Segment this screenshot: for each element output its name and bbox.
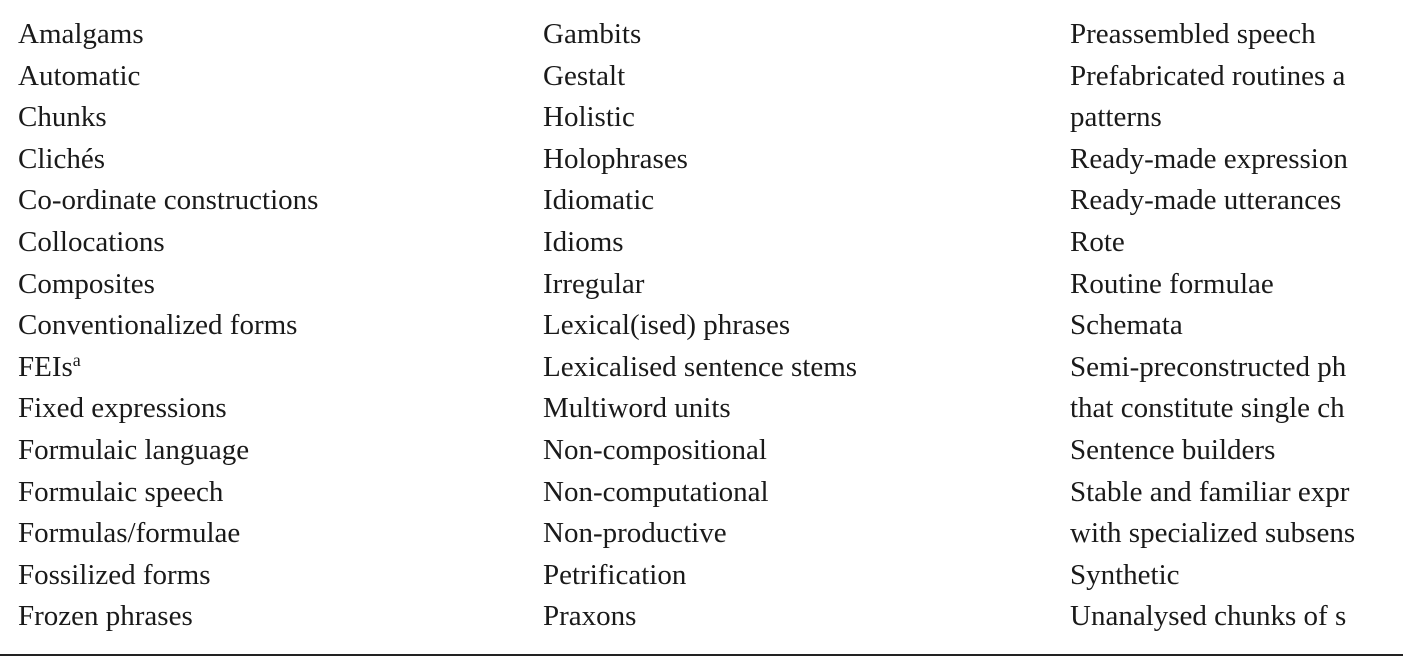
table-cell: Fixed expressions (18, 392, 227, 425)
table-cell: patterns (1070, 101, 1162, 134)
table-cell: Semi-preconstructed ph (1070, 350, 1347, 383)
table-cell: Lexical(ised) phrases (543, 309, 791, 342)
footnote-marker: a (72, 349, 81, 370)
table-cell: Ready-made expression (1070, 142, 1348, 175)
table-cell: Formulas/formulae (18, 517, 241, 550)
table-cell: Fossilized forms (18, 558, 211, 591)
table-cell: Rote (1070, 225, 1125, 258)
table-bottom-rule (0, 654, 1403, 656)
table-cell: Composites (18, 267, 155, 300)
table-cell: Frozen phrases (18, 600, 193, 633)
table-cell: Schemata (1070, 309, 1183, 342)
table-cell: Automatic (18, 59, 141, 92)
table-cell: Stable and familiar expr (1070, 475, 1350, 508)
table-cell: Prefabricated routines a (1070, 59, 1346, 92)
table-cell: Routine formulae (1070, 267, 1274, 300)
table-column-1 (18, 14, 318, 638)
table-cell-with-footnote (18, 347, 318, 389)
table-cell: Collocations (18, 225, 165, 258)
table-cell: Co-ordinate constructions (18, 184, 319, 217)
table-cell: Multiword units (543, 392, 731, 425)
table-cell: Amalgams (18, 18, 144, 50)
table-cell: Clichés (18, 142, 105, 175)
table-cell: Petrification (543, 558, 687, 591)
table-cell: Lexicalised sentence stems (543, 350, 858, 383)
table-cell: Non-compositional (543, 433, 767, 466)
table-cell: Non-computational (543, 475, 769, 508)
table-cell: Holistic (543, 101, 635, 134)
table-cell: Conventionalized forms (18, 309, 298, 342)
table-cell: Gambits (543, 18, 642, 50)
table-cell: that constitute single ch (1070, 392, 1345, 425)
table-cell: Gestalt (543, 59, 626, 92)
table-cell: Ready-made utterances (1070, 184, 1342, 217)
table-cell: Formulaic speech (18, 475, 224, 508)
table-cell: Unanalysed chunks of s (1070, 600, 1347, 633)
table-cell: Praxons (543, 600, 637, 633)
table-cell: Idiomatic (543, 184, 655, 217)
table-cell: Irregular (543, 267, 645, 300)
table-cell: Preassembled speech (1070, 18, 1316, 50)
table-cell: Idioms (543, 225, 624, 258)
table-cell: Formulaic language (18, 433, 250, 466)
table-cell: Chunks (18, 101, 107, 134)
table-cell: Sentence builders (1070, 433, 1276, 466)
table-column-3 (1070, 14, 1355, 638)
table-cell: Non-productive (543, 517, 727, 550)
table-cell-text: FEIs (18, 350, 73, 383)
table-cell: Holophrases (543, 142, 688, 175)
table-cell: Synthetic (1070, 558, 1180, 591)
table-cell: with specialized subsens (1070, 517, 1356, 550)
table-column-2 (543, 14, 857, 638)
